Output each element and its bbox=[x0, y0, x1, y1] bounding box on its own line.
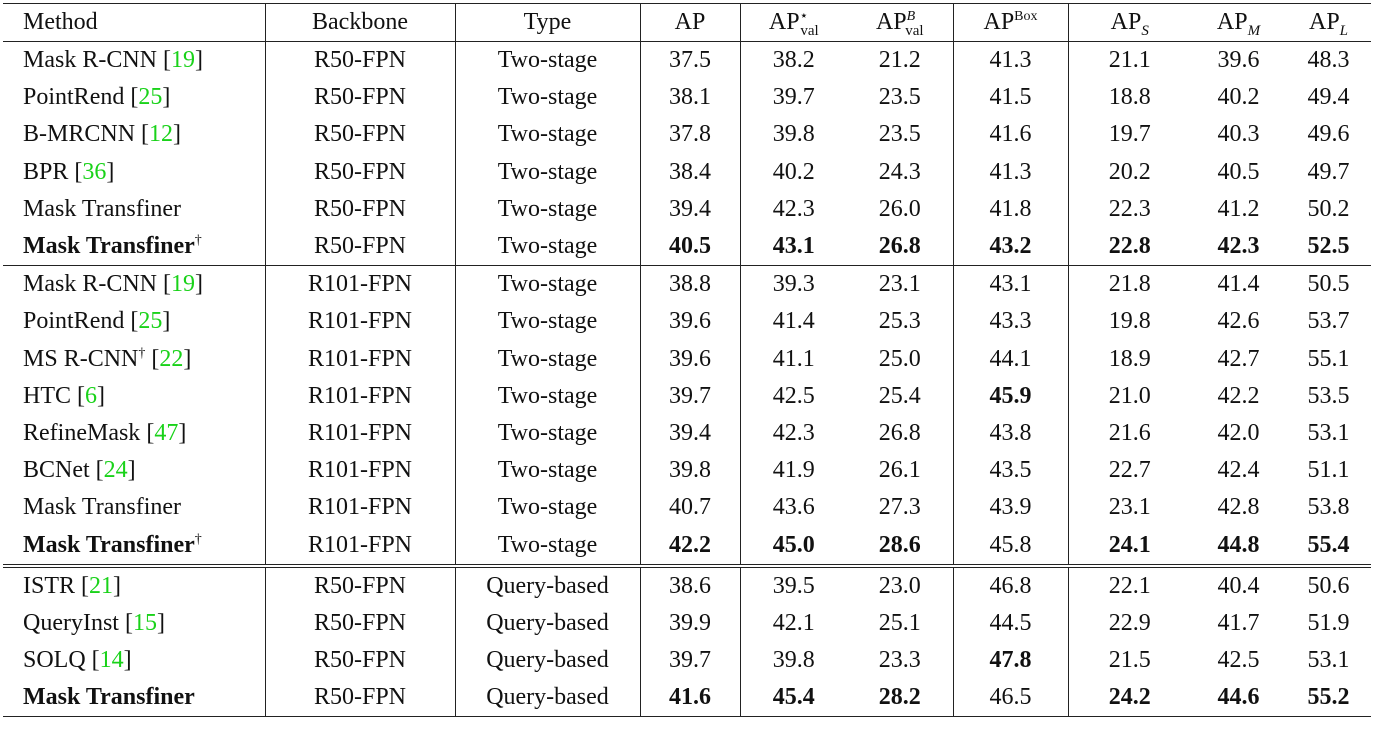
citation-link[interactable]: 12 bbox=[149, 121, 174, 148]
ap-val-star-cell: 43.1 bbox=[740, 228, 847, 266]
ap-val-star-cell: 42.1 bbox=[740, 605, 847, 642]
method-cell: B-MRCNN [12] bbox=[23, 121, 182, 148]
ap-s-cell: 18.9 bbox=[1068, 341, 1191, 378]
ap-l-cell: 53.1 bbox=[1307, 647, 1350, 674]
table-row bbox=[3, 191, 1371, 228]
type-cell: Query-based bbox=[455, 605, 640, 642]
ap-m-cell: 39.6 bbox=[1217, 47, 1260, 74]
header-ap-val-star: $AP^⋆_{val}$ bbox=[740, 4, 847, 42]
type-cell: Query-based bbox=[455, 642, 640, 679]
citation-link[interactable]: 14 bbox=[99, 647, 124, 674]
ap-s-cell: 22.9 bbox=[1068, 605, 1191, 642]
ap-l-cell: 55.1 bbox=[1307, 345, 1350, 372]
ap-cell: 39.9 bbox=[640, 605, 740, 642]
ap-l-cell: 55.4 bbox=[1307, 531, 1350, 558]
ap-val-b-cell: 27.3 bbox=[878, 494, 921, 521]
ap-l-cell: 53.1 bbox=[1307, 419, 1350, 446]
ap-val-b-cell: 28.2 bbox=[847, 679, 953, 717]
method-cell bbox=[3, 526, 265, 565]
method-cell: PointRend [25] bbox=[23, 84, 171, 111]
backbone-cell: R50-FPN bbox=[265, 228, 455, 266]
ap-s-cell: 21.1 bbox=[1068, 42, 1191, 80]
ap-val-b-cell: 23.5 bbox=[878, 121, 921, 148]
method-name: BPR bbox=[23, 158, 69, 185]
backbone-cell: R50-FPN bbox=[265, 566, 455, 605]
ap-l-cell: 50.2 bbox=[1307, 195, 1350, 222]
ap-val-star-cell: 42.3 bbox=[740, 415, 847, 452]
ap-m-cell: 42.3 bbox=[1217, 233, 1260, 260]
citation-link[interactable]: 24 bbox=[103, 457, 128, 484]
method-cell: QueryInst [15] bbox=[23, 609, 165, 636]
method-name: Mask Transfiner bbox=[23, 531, 195, 558]
ap-val-star-cell: 45.4 bbox=[740, 679, 847, 717]
ap-l-cell: 55.2 bbox=[1286, 679, 1371, 717]
ap-box-cell: 44.1 bbox=[953, 341, 1068, 378]
ap-val-b-cell: 26.1 bbox=[878, 457, 921, 484]
ap-cell: 38.4 bbox=[640, 154, 740, 191]
ap-cell: 39.6 bbox=[640, 303, 740, 340]
ap-val-star-cell: 41.1 bbox=[740, 341, 847, 378]
ap-m-cell: 42.2 bbox=[1217, 382, 1260, 409]
method-name: Mask Transfiner bbox=[23, 233, 195, 260]
method-name: ISTR bbox=[23, 572, 76, 599]
method-cell: BCNet [24] bbox=[23, 457, 136, 484]
ap-cell: 39.4 bbox=[640, 191, 740, 228]
table-row bbox=[3, 526, 1371, 565]
ap-cell: 40.5 bbox=[640, 228, 740, 266]
citation-link[interactable]: 22 bbox=[159, 345, 184, 372]
type-cell: Query-based bbox=[455, 566, 640, 605]
ap-l-cell: 53.5 bbox=[1307, 382, 1350, 409]
ap-val-star-cell: 39.5 bbox=[740, 566, 847, 605]
type-cell: Two-stage bbox=[455, 341, 640, 378]
ap-s-cell: 22.1 bbox=[1068, 566, 1191, 605]
method-cell bbox=[3, 489, 265, 526]
method-name: PointRend bbox=[23, 308, 125, 335]
ap-s-cell: 21.6 bbox=[1068, 415, 1191, 452]
method-name: Mask Transfiner bbox=[23, 684, 195, 711]
ap-val-b-cell: 28.6 bbox=[878, 531, 921, 558]
type-cell: Two-stage bbox=[455, 42, 640, 80]
ap-cell: 40.7 bbox=[640, 489, 740, 526]
ap-val-b-cell: 21.2 bbox=[878, 47, 921, 74]
table-row bbox=[3, 154, 1371, 191]
ap-s-cell: 21.0 bbox=[1068, 378, 1191, 415]
ap-val-b-cell: 25.4 bbox=[878, 382, 921, 409]
type-cell: Two-stage bbox=[455, 489, 640, 526]
ap-s-cell: 21.5 bbox=[1068, 642, 1191, 679]
method-cell bbox=[3, 191, 265, 228]
backbone-cell: R50-FPN bbox=[265, 679, 455, 717]
backbone-cell: R50-FPN bbox=[265, 605, 455, 642]
ap-l-cell: 49.7 bbox=[1307, 158, 1350, 185]
backbone-cell: R101-FPN bbox=[265, 415, 455, 452]
ap-cell: 42.2 bbox=[640, 526, 740, 565]
ap-box-cell: 46.8 bbox=[953, 566, 1068, 605]
type-cell: Two-stage bbox=[455, 191, 640, 228]
ap-val-star-cell: 39.7 bbox=[740, 79, 847, 116]
ap-val-b-cell: 25.1 bbox=[878, 609, 921, 636]
header-ap-l: $AP_L$ bbox=[1308, 9, 1349, 39]
ap-m-cell: 40.3 bbox=[1217, 121, 1260, 148]
table-body bbox=[3, 42, 1371, 717]
ap-l-cell: 51.1 bbox=[1307, 457, 1350, 484]
ap-val-star-cell: 39.3 bbox=[740, 266, 847, 304]
ap-cell: 39.6 bbox=[640, 341, 740, 378]
method-cell: ISTR [21] bbox=[3, 566, 265, 605]
ap-val-star-cell: 39.8 bbox=[740, 116, 847, 153]
citation-link[interactable]: 25 bbox=[138, 308, 163, 335]
header-type: Type bbox=[455, 4, 640, 42]
ap-box-cell: 41.6 bbox=[953, 116, 1068, 153]
ap-box-cell: 43.3 bbox=[953, 303, 1068, 340]
ap-s-cell: 19.7 bbox=[1068, 116, 1191, 153]
table-row bbox=[3, 642, 1371, 679]
method-name: PointRend bbox=[23, 84, 125, 111]
method-cell bbox=[3, 679, 265, 717]
ap-s-cell: 20.2 bbox=[1068, 154, 1191, 191]
ap-m-cell: 42.7 bbox=[1217, 345, 1260, 372]
method-cell: SOLQ [14] bbox=[23, 647, 132, 674]
type-cell: Two-stage bbox=[455, 452, 640, 489]
ap-cell: 37.5 bbox=[640, 42, 740, 80]
dagger-mark: † bbox=[194, 531, 202, 547]
ap-m-cell: 42.5 bbox=[1217, 647, 1260, 674]
type-cell: Two-stage bbox=[455, 266, 640, 304]
ap-l-cell: 49.4 bbox=[1307, 84, 1350, 111]
table-row bbox=[3, 415, 1371, 452]
ap-box-cell: 41.3 bbox=[953, 154, 1068, 191]
ap-val-star-cell: 42.3 bbox=[740, 191, 847, 228]
citation-link[interactable]: 21 bbox=[89, 572, 114, 599]
table-row bbox=[3, 341, 1371, 378]
dagger-mark: † bbox=[138, 345, 146, 361]
ap-s-cell: 18.8 bbox=[1068, 79, 1191, 116]
ap-m-cell: 40.4 bbox=[1191, 566, 1286, 605]
backbone-cell: R101-FPN bbox=[265, 526, 455, 565]
ap-val-star-cell: 40.2 bbox=[740, 154, 847, 191]
ap-cell: 38.6 bbox=[640, 566, 740, 605]
table-row bbox=[3, 42, 1371, 80]
ap-cell: 37.8 bbox=[640, 116, 740, 153]
backbone-cell: R50-FPN bbox=[265, 116, 455, 153]
table-row bbox=[3, 566, 1371, 605]
ap-l-cell: 50.6 bbox=[1286, 566, 1371, 605]
type-cell: Two-stage bbox=[455, 116, 640, 153]
header-ap-m: $AP_M$ bbox=[1216, 9, 1261, 39]
ap-cell: 39.8 bbox=[640, 452, 740, 489]
ap-s-cell: 19.8 bbox=[1068, 303, 1191, 340]
ap-val-b-cell: 23.5 bbox=[878, 84, 921, 111]
ap-val-star-cell: 43.6 bbox=[740, 489, 847, 526]
header-ap: AP bbox=[640, 4, 740, 42]
ap-s-cell: 24.1 bbox=[1068, 526, 1191, 565]
method-cell: PointRend [25] bbox=[23, 308, 171, 335]
ap-s-cell: 21.8 bbox=[1068, 266, 1191, 304]
ap-val-b-cell: 26.0 bbox=[878, 195, 921, 222]
header-ap-box: $AP^{Box}$ bbox=[953, 4, 1068, 42]
table-row bbox=[3, 452, 1371, 489]
citation-link[interactable]: 25 bbox=[138, 84, 163, 111]
method-name: RefineMask bbox=[23, 419, 141, 446]
ap-m-cell: 40.5 bbox=[1217, 158, 1260, 185]
ap-box-cell: 43.5 bbox=[953, 452, 1068, 489]
ap-val-star-cell: 41.9 bbox=[740, 452, 847, 489]
backbone-cell: R50-FPN bbox=[265, 642, 455, 679]
table-row bbox=[3, 378, 1371, 415]
ap-box-cell: 45.8 bbox=[953, 526, 1068, 565]
backbone-cell: R101-FPN bbox=[265, 266, 455, 304]
method-name: Mask R-CNN bbox=[23, 271, 158, 298]
ap-box-cell: 41.3 bbox=[953, 42, 1068, 80]
ap-m-cell: 41.2 bbox=[1217, 195, 1260, 222]
method-name: Mask Transfiner bbox=[23, 494, 182, 521]
method-cell: Mask R-CNN [19] bbox=[23, 47, 204, 74]
ap-m-cell: 42.4 bbox=[1217, 457, 1260, 484]
header-method: Method bbox=[23, 9, 98, 35]
ap-box-cell: 43.1 bbox=[953, 266, 1068, 304]
table-row bbox=[3, 79, 1371, 116]
backbone-cell: R101-FPN bbox=[265, 452, 455, 489]
ap-val-b-cell: 25.0 bbox=[878, 345, 921, 372]
ap-m-cell: 44.6 bbox=[1191, 679, 1286, 717]
backbone-cell: R101-FPN bbox=[265, 489, 455, 526]
type-cell: Two-stage bbox=[455, 154, 640, 191]
method-name: HTC bbox=[23, 382, 71, 409]
ap-m-cell: 42.6 bbox=[1217, 308, 1260, 335]
type-cell: Two-stage bbox=[455, 526, 640, 565]
header-backbone: Backbone bbox=[265, 4, 455, 42]
ap-box-cell: 44.5 bbox=[953, 605, 1068, 642]
ap-val-b-cell: 26.8 bbox=[878, 233, 921, 260]
ap-val-star-cell: 39.8 bbox=[740, 642, 847, 679]
citation-link[interactable]: 47 bbox=[154, 419, 179, 446]
ap-cell: 39.4 bbox=[640, 415, 740, 452]
ap-m-cell: 44.8 bbox=[1217, 531, 1260, 558]
type-cell: Two-stage bbox=[455, 378, 640, 415]
method-name: B-MRCNN bbox=[23, 121, 136, 148]
table-row bbox=[3, 228, 1371, 266]
type-cell: Query-based bbox=[455, 679, 640, 717]
type-cell: Two-stage bbox=[455, 79, 640, 116]
results-table bbox=[3, 3, 1371, 717]
method-cell: MS R-CNN† [22] bbox=[23, 345, 192, 372]
ap-m-cell: 40.2 bbox=[1217, 84, 1260, 111]
ap-cell: 41.6 bbox=[640, 679, 740, 717]
ap-box-cell: 43.2 bbox=[953, 228, 1068, 266]
method-cell: BPR [36] bbox=[23, 158, 115, 185]
type-cell: Two-stage bbox=[455, 415, 640, 452]
ap-box-cell: 46.5 bbox=[953, 679, 1068, 717]
ap-val-b-cell: 23.0 bbox=[847, 566, 953, 605]
ap-val-b-cell: 25.3 bbox=[878, 308, 921, 335]
ap-s-cell: 22.7 bbox=[1068, 452, 1191, 489]
ap-l-cell: 51.9 bbox=[1307, 609, 1350, 636]
backbone-cell: R50-FPN bbox=[265, 42, 455, 80]
ap-m-cell: 42.8 bbox=[1217, 494, 1260, 521]
method-name: SOLQ bbox=[23, 647, 86, 674]
method-name: MS R-CNN bbox=[23, 345, 139, 372]
method-cell: RefineMask [47] bbox=[23, 419, 187, 446]
citation-link[interactable]: 15 bbox=[132, 609, 157, 636]
ap-cell: 38.1 bbox=[640, 79, 740, 116]
ap-val-b-cell: 23.3 bbox=[878, 647, 921, 674]
table-row bbox=[3, 303, 1371, 340]
ap-s-cell: 23.1 bbox=[1068, 489, 1191, 526]
citation-link[interactable]: 19 bbox=[171, 271, 196, 298]
ap-s-cell: 22.3 bbox=[1068, 191, 1191, 228]
method-cell: HTC [6] bbox=[23, 382, 105, 409]
table-row bbox=[3, 605, 1371, 642]
method-name: Mask Transfiner bbox=[23, 195, 182, 222]
backbone-cell: R101-FPN bbox=[265, 341, 455, 378]
method-name: QueryInst bbox=[23, 609, 119, 636]
type-cell: Two-stage bbox=[455, 303, 640, 340]
ap-box-cell: 41.8 bbox=[953, 191, 1068, 228]
ap-l-cell: 50.5 bbox=[1286, 266, 1371, 304]
backbone-cell: R101-FPN bbox=[265, 378, 455, 415]
ap-val-star-cell: 41.4 bbox=[740, 303, 847, 340]
ap-m-cell: 41.7 bbox=[1217, 609, 1260, 636]
table-row bbox=[3, 679, 1371, 717]
method-name: BCNet bbox=[23, 457, 90, 484]
ap-s-cell: 24.2 bbox=[1068, 679, 1191, 717]
ap-l-cell: 53.7 bbox=[1307, 308, 1350, 335]
header-row bbox=[3, 4, 1371, 42]
method-name: Mask R-CNN bbox=[23, 47, 158, 74]
ap-cell: 38.8 bbox=[640, 266, 740, 304]
citation-link[interactable]: 6 bbox=[85, 382, 97, 409]
ap-m-cell: 42.0 bbox=[1217, 419, 1260, 446]
type-cell: Two-stage bbox=[455, 228, 640, 266]
ap-m-cell: 41.4 bbox=[1191, 266, 1286, 304]
ap-box-cell: 43.8 bbox=[953, 415, 1068, 452]
ap-box-cell: 45.9 bbox=[953, 378, 1068, 415]
backbone-cell: R101-FPN bbox=[265, 303, 455, 340]
backbone-cell: R50-FPN bbox=[265, 154, 455, 191]
ap-val-b-cell: 24.3 bbox=[878, 158, 921, 185]
ap-l-cell: 49.6 bbox=[1307, 121, 1350, 148]
ap-val-star-cell: 45.0 bbox=[740, 526, 847, 565]
ap-l-cell: 48.3 bbox=[1307, 47, 1350, 74]
ap-box-cell: 41.5 bbox=[953, 79, 1068, 116]
table-row bbox=[3, 116, 1371, 153]
ap-cell: 39.7 bbox=[640, 642, 740, 679]
method-cell: Mask R-CNN [19] bbox=[3, 266, 265, 304]
citation-link[interactable]: 19 bbox=[171, 47, 196, 74]
header-ap-s: $AP_S$ bbox=[1068, 4, 1191, 42]
dagger-mark: † bbox=[194, 233, 202, 249]
ap-cell: 39.7 bbox=[640, 378, 740, 415]
backbone-cell: R50-FPN bbox=[265, 191, 455, 228]
ap-l-cell: 53.8 bbox=[1307, 494, 1350, 521]
citation-link[interactable]: 36 bbox=[82, 158, 107, 185]
ap-box-cell: 47.8 bbox=[953, 642, 1068, 679]
header-ap-val-b: $AP^B_{val}$ bbox=[875, 9, 924, 39]
ap-s-cell: 22.8 bbox=[1068, 228, 1191, 266]
ap-val-b-cell: 23.1 bbox=[847, 266, 953, 304]
table-row bbox=[3, 266, 1371, 304]
backbone-cell: R50-FPN bbox=[265, 79, 455, 116]
ap-l-cell: 52.5 bbox=[1307, 233, 1350, 260]
ap-val-star-cell: 38.2 bbox=[740, 42, 847, 80]
ap-val-b-cell: 26.8 bbox=[878, 419, 921, 446]
ap-val-star-cell: 42.5 bbox=[740, 378, 847, 415]
ap-box-cell: 43.9 bbox=[953, 489, 1068, 526]
table-row bbox=[3, 489, 1371, 526]
method-cell bbox=[3, 228, 265, 266]
